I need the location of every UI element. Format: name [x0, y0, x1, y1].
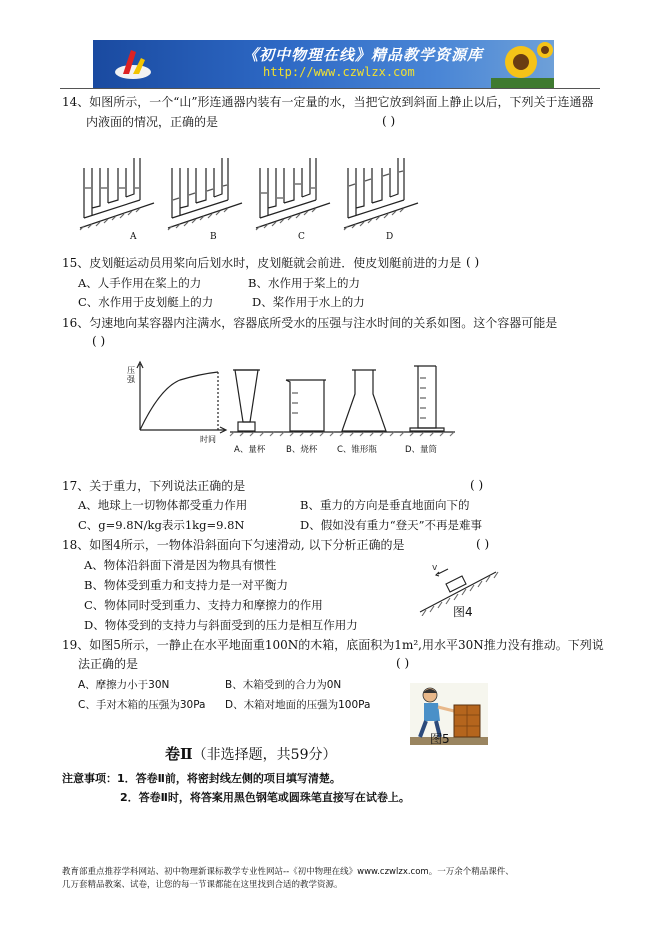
q16-container-b [286, 380, 326, 431]
q18-velocity-label: v [432, 563, 438, 573]
q17-option-c: C、g=9.8N/kg表示1kg=9.8N [78, 518, 245, 532]
q14-connector-figures [70, 148, 420, 246]
q14-stem-line2: 内液面的情况，正确的是 [86, 115, 219, 129]
logo-icon [111, 44, 155, 84]
q16-graph-ylabel: 压强 [127, 366, 135, 384]
q19-stem-line1: 19、如图5所示，一静止在水平地面重100N的木箱，底面积为1m²,用水平30N推力没有推动。下列说 [62, 638, 604, 652]
q18-answer-paren: ( ) [476, 537, 490, 551]
header-rule [60, 88, 600, 89]
q14-figure-b [168, 158, 242, 230]
q17-answer-paren: ( ) [470, 478, 484, 492]
q18-option-c: C、物体同时受到重力、支持力和摩擦力的作用 [84, 598, 323, 612]
q15-option-c: C、水作用于皮划艇上的力 [78, 295, 214, 309]
q15-stem: 15、皮划艇运动员用桨向后划水时，皮划艇就会前进．使皮划艇前进的力是 [62, 256, 462, 270]
q19-option-a: A、摩擦力小于30N [78, 679, 170, 691]
q15-option-d: D、桨作用于水上的力 [252, 295, 365, 309]
q16-pressure-time-graph [137, 362, 226, 433]
q16-container-label-b: B、烧杯 [286, 445, 318, 455]
q14-figure-c [256, 158, 330, 230]
q19-option-c: C、手对木箱的压强为30Pa [78, 699, 206, 711]
q16-container-label-d: D、量筒 [405, 445, 438, 455]
q18-option-a: A、物体沿斜面下滑是因为物具有惯性 [84, 558, 277, 572]
q14-answer-paren: ( ) [382, 114, 396, 128]
q19-option-d: D、木箱对地面的压强为100Pa [225, 699, 371, 711]
footer [62, 866, 622, 892]
q18-stem: 18、如图4所示，一物体沿斜面向下匀速滑动, 以下分析正确的是 [62, 538, 405, 552]
header-banner [93, 40, 554, 88]
q16-container-label-c: C、锥形瓶 [337, 445, 377, 455]
q16-graph-xlabel: 时间 [200, 435, 216, 444]
q14-label-c: C [298, 232, 305, 242]
q18-figure-label: 图4 [453, 605, 473, 619]
q18-option-d: D、物体受到的支持力与斜面受到的压力是相互作用力 [84, 618, 358, 632]
q16-container-label-a: A、量杯 [234, 445, 266, 455]
section-title [165, 743, 336, 764]
q14-stem-line1: 14、如图所示，一个“山”形连通器内装有一定量的水，当把它放到斜面上静止以后，下列关于连通器 [62, 95, 594, 109]
q19-option-b: B、木箱受到的合力为0N [225, 679, 342, 691]
q16-container-a [233, 370, 260, 431]
q14-figure-a [80, 158, 154, 230]
notes-line1: 注意事项：1．答卷Ⅱ前，将密封线左侧的项目填写清楚。 [62, 772, 341, 785]
q16-container-d [410, 366, 444, 431]
q14-label-d: D [386, 232, 394, 242]
section-title-bold: 卷Ⅱ [165, 745, 193, 763]
q19-stem-line2: 法正确的是 [78, 657, 139, 671]
q15-option-a: A、人手作用在桨上的力 [78, 276, 202, 290]
q18-option-b: B、物体受到重力和支持力是一对平衡力 [84, 578, 288, 592]
q19-figure-label: 图5 [430, 732, 450, 746]
banner-url: http://www.czwlzx.com [263, 65, 415, 79]
footer-line2: 几万套精品教案、试卷，让您的每一节课都能在这里找到合适的教学资源。 [62, 880, 343, 890]
banner-title: 《初中物理在线》精品教学资源库 [243, 46, 484, 64]
section-title-rest: （非选择题，共59分） [192, 747, 337, 763]
q17-option-a: A、地球上一切物体都受重力作用 [78, 498, 248, 512]
q15-option-b: B、水作用于桨上的力 [248, 276, 360, 290]
q17-option-d: D、假如没有重力“登天”不再是难事 [300, 518, 482, 532]
q14-label-a: A [130, 232, 137, 242]
q17-stem: 17、关于重力，下列说法正确的是 [62, 479, 246, 493]
q16-stem: 16、匀速地向某容器内注满水，容器底所受水的压强与注水时间的关系如图。这个容器可能是 [62, 316, 558, 330]
q16-answer-paren: ( ) [92, 334, 106, 348]
q14-figure-d [344, 158, 418, 230]
q14-label-b: B [210, 232, 217, 242]
q16-container-c [342, 370, 386, 431]
footer-line1: 教育部重点推荐学科网站、初中物理新课标教学专业性网站--《初中物理在线》www.czwlzx.com。一万余个精品课件、 [62, 867, 514, 877]
q19-answer-paren: ( ) [396, 656, 410, 670]
q17-option-b: B、重力的方向是垂直地面向下的 [300, 498, 470, 512]
notes-line2: 2．答卷Ⅱ时，将答案用黑色钢笔或圆珠笔直接写在试卷上。 [120, 791, 410, 804]
q15-answer-paren: ( ) [466, 255, 480, 269]
sunflower-icon [491, 40, 554, 88]
